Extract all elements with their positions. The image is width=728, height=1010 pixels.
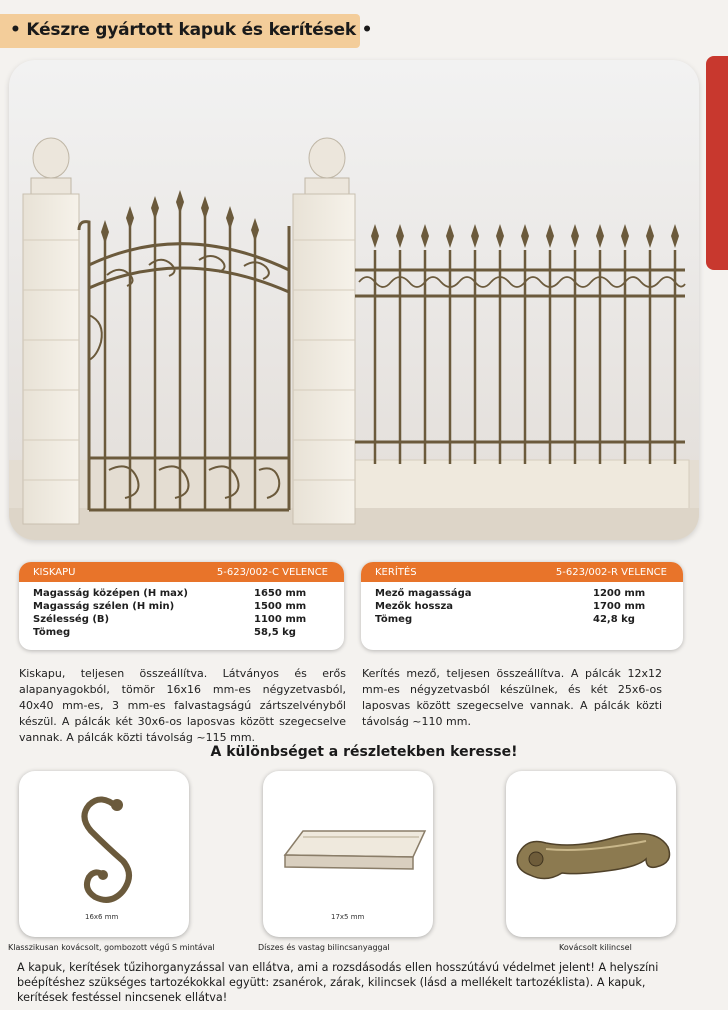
middle-pillar (293, 138, 355, 524)
detail-caption: Klasszikusan kovácsolt, gombozott végű S mintával (8, 943, 215, 952)
left-pillar (23, 138, 79, 524)
fence-spec-card (361, 562, 683, 650)
spec-label: Tömeg (375, 614, 413, 625)
detail-card-scroll (19, 771, 189, 937)
spec-row (361, 587, 683, 600)
detail-card-clamp (263, 771, 433, 937)
gate-spec-code: 5-623/002-C VELENCE (216, 566, 328, 578)
handle-icon (506, 771, 676, 937)
spec-label: Mezők hossza (375, 601, 454, 612)
detail-caption: Kovácsolt kilincsel (559, 943, 632, 952)
gate-spec-header (19, 562, 344, 582)
page-header (0, 0, 728, 58)
spec-value: 1650 mm (254, 588, 307, 599)
fence-spec-header (361, 562, 683, 582)
spec-label: Magasság középen (H max) (33, 588, 188, 599)
spec-value: 1500 mm (254, 601, 307, 612)
detail-dimension: 16x6 mm (85, 913, 119, 921)
gate-fence-photo (9, 60, 699, 540)
page-title-text: Készre gyártott kapuk és kerítések (26, 20, 356, 40)
section-tab (706, 56, 728, 270)
gate-spec-name: KISKAPU (33, 566, 76, 578)
spec-label: Szélesség (B) (33, 614, 110, 625)
spec-value: 42,8 kg (593, 614, 635, 625)
detail-card-handle (506, 771, 676, 937)
fence-description: Kerítés mező, teljesen összeállítva. A pálcák 12x12 mm-es négyzetvasból készülnek, és két 25x6-os laposvas között szegecselve vannak. A pálcák közti távolság ~110 mm. (362, 667, 662, 728)
spec-label: Tömeg (33, 627, 71, 638)
fence-spec-code: 5-623/002-R VELENCE (555, 566, 667, 578)
gate-description: Kiskapu, teljesen összeállítva. Látványos és erős alapanyagokból, tömör 16x16 mm-es négyzetvasból, 40x40 mm-es, 3 mm-es falvastagságú zártszelvényből készül. A pálcák két 30x6-os laposvas között szegecselve vannak. A pálcák közti távolság ~115 mm. (19, 667, 346, 744)
spec-row (19, 600, 344, 613)
fence-spec-name: KERÍTÉS (375, 566, 417, 578)
spec-row (361, 600, 683, 613)
spec-value: 58,5 kg (254, 627, 296, 638)
detail-caption: Díszes és vastag bilincsanyaggal (258, 943, 390, 952)
gate-fence-illustration (9, 60, 699, 540)
gate-spec-card (19, 562, 344, 650)
spec-label: Mező magassága (375, 588, 472, 599)
spec-value: 1200 mm (593, 588, 646, 599)
spec-value: 1100 mm (254, 614, 307, 625)
spec-row (361, 613, 683, 626)
page-title: • Készre gyártott kapuk és kerítések • (10, 20, 373, 40)
spec-row (19, 613, 344, 626)
details-title: A különbséget a részletekben keresse! (210, 744, 518, 760)
footer-note: A kapuk, kerítések tűzihorganyzással van ellátva, ami a rozsdásodás ellen hosszútávú védelmet jelent! A helyszíni beépítéshez szükséges tartozékokkal együtt: zsanérok, zárak, kilincsek (lásd a mellékelt tartozéklista). A kapuk, kerítések festéssel nincsenek ellátva! (17, 961, 659, 1004)
spec-value: 1700 mm (593, 601, 646, 612)
spec-label: Magasság szélen (H min) (33, 601, 175, 612)
detail-dimension: 17x5 mm (331, 913, 365, 921)
spec-row (19, 587, 344, 600)
spec-row (19, 626, 344, 639)
